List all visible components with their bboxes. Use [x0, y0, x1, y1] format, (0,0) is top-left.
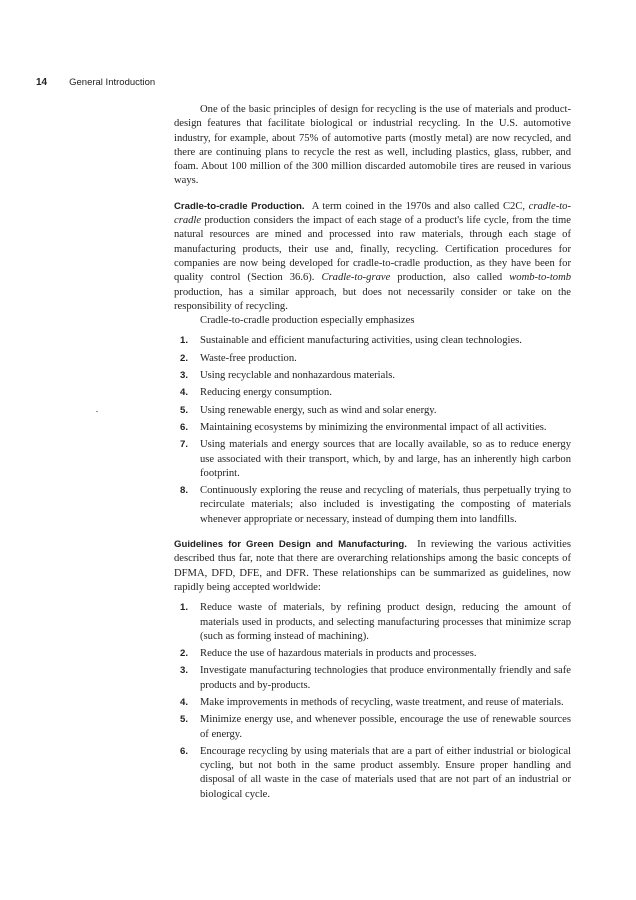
- running-head: [36, 77, 155, 88]
- list-item: [174, 647, 571, 661]
- cradle-term-womb: womb-to-tomb: [509, 272, 572, 284]
- cradle-text-d: production, has a similar approach, but does not necessarily consider or take on the responsibility of recycling.: [174, 286, 571, 312]
- page-number: 14: [36, 77, 48, 88]
- list-text: Reduce the use of hazardous materials in products and processes.: [200, 648, 477, 660]
- cradle-heading: Cradle-to-cradle Production.: [174, 200, 305, 212]
- list-item: [174, 386, 571, 400]
- margin-mark: [96, 411, 98, 412]
- guidelines-heading: Guidelines for Green Design and Manufacturing.: [174, 539, 407, 551]
- list-number: 2.: [180, 648, 189, 660]
- cradle-term-c2c: cradle-to-cradle: [174, 200, 572, 227]
- cradle-list: [174, 334, 571, 527]
- list-number: 5.: [180, 714, 189, 726]
- list-text: Continuously exploring the reuse and recycling of materials, thus perpetually trying to recirculate materials; also included is investigating the composting of materials whenever appropriate or necessary, instead of dumping them into landfills.: [200, 485, 571, 525]
- cradle-emphasis-lead: Cradle-to-cradle production especially emphasizes: [200, 315, 415, 327]
- list-number: 1.: [180, 602, 189, 614]
- list-item: [174, 421, 571, 435]
- list-text: Waste-free production.: [200, 352, 297, 364]
- intro-paragraph: One of the basic principles of design for recycling is the use of materials and product-design features that facilitate biological or industrial recycling. In the U.S. automotive industry, for example, about 75% of automotive parts (mostly metal) are now recycled, and there are continuing plans to recycle the rest as well, including plastics, glass, rubber, and foam. About 100 million of the 300 million discarded automobile tires are reused in various ways.: [174, 104, 571, 187]
- list-number: 6.: [180, 745, 189, 757]
- list-number: 1.: [180, 335, 189, 347]
- list-item: [174, 745, 571, 802]
- list-number: 4.: [180, 387, 189, 399]
- list-number: 3.: [180, 370, 189, 382]
- list-item: [174, 696, 571, 710]
- cradle-text-c: production, also called: [390, 272, 510, 284]
- list-item: [174, 484, 571, 527]
- running-title: General Introduction: [69, 77, 156, 88]
- list-number: 7.: [180, 439, 189, 451]
- body-column: [174, 103, 571, 805]
- cradle-term-grave: Cradle-to-grave: [321, 272, 391, 284]
- guidelines-list: [174, 601, 571, 802]
- list-text: Investigate manufacturing technologies that produce environmentally friendly and safe products and by-products.: [200, 665, 571, 691]
- list-text: Make improvements in methods of recycling, waste treatment, and reuse of materials.: [200, 696, 564, 708]
- list-text: Maintaining ecosystems by minimizing the environmental impact of all activities.: [200, 421, 547, 433]
- list-text: Using renewable energy, such as wind and solar energy.: [200, 404, 437, 416]
- cradle-paragraph: [174, 200, 571, 314]
- guidelines-intro: In reviewing the various activities described thus far, note that there are overarching relationships among the basic concepts of DFMA, DFD, DFE, and DFR. These relationships can be summarized as guidelines, now rapidly being accepted worldwide:: [174, 539, 572, 593]
- list-number: 3.: [180, 665, 189, 677]
- list-item: [174, 713, 571, 742]
- list-item: [174, 664, 571, 693]
- list-number: 5.: [180, 404, 189, 416]
- list-item: [174, 352, 571, 366]
- list-text: Encourage recycling by using materials that are a part of either industrial or biological cycling, but not both in the same product assembly. Ensure proper handling and disposal of all waste in the case of materials used that are not part of an industrial or biological cycle.: [200, 745, 571, 800]
- list-item: [174, 369, 571, 383]
- list-item: [174, 601, 571, 644]
- list-number: 8.: [180, 485, 189, 497]
- list-number: 4.: [180, 696, 189, 708]
- cradle-text-b: production considers the impact of each stage of a product's life cycle, from the time natural resources are mined and processed into raw materials, through each stage of manufacturing products, their use and, finally, recycling. Certification procedures for companies are now being developed for cradle-to-cradle production, as they have been for quality control (Section 36.6).: [174, 215, 571, 284]
- list-text: Reducing energy consumption.: [200, 387, 332, 399]
- list-text: Using materials and energy sources that are locally available, so as to reduce energy use associated with their transport, which, by and large, has an inherently high carbon footprint.: [200, 439, 571, 479]
- list-text: Minimize energy use, and whenever possible, encourage the use of renewable sources of energy.: [200, 714, 571, 740]
- guidelines-paragraph: [174, 538, 571, 595]
- list-item: [174, 334, 571, 348]
- list-item: [174, 438, 571, 481]
- list-number: 2.: [180, 352, 189, 364]
- list-item: [174, 404, 571, 418]
- list-text: Using recyclable and nonhazardous materials.: [200, 370, 396, 382]
- cradle-text-a: A term coined in the 1970s and also called C2C,: [311, 200, 529, 212]
- list-number: 6.: [180, 421, 189, 433]
- list-text: Sustainable and efficient manufacturing activities, using clean technologies.: [200, 335, 522, 347]
- list-text: Reduce waste of materials, by refining product design, reducing the amount of materials used in products, and selecting manufacturing processes that minimize scrap (such as forming instead of machining).: [200, 602, 571, 642]
